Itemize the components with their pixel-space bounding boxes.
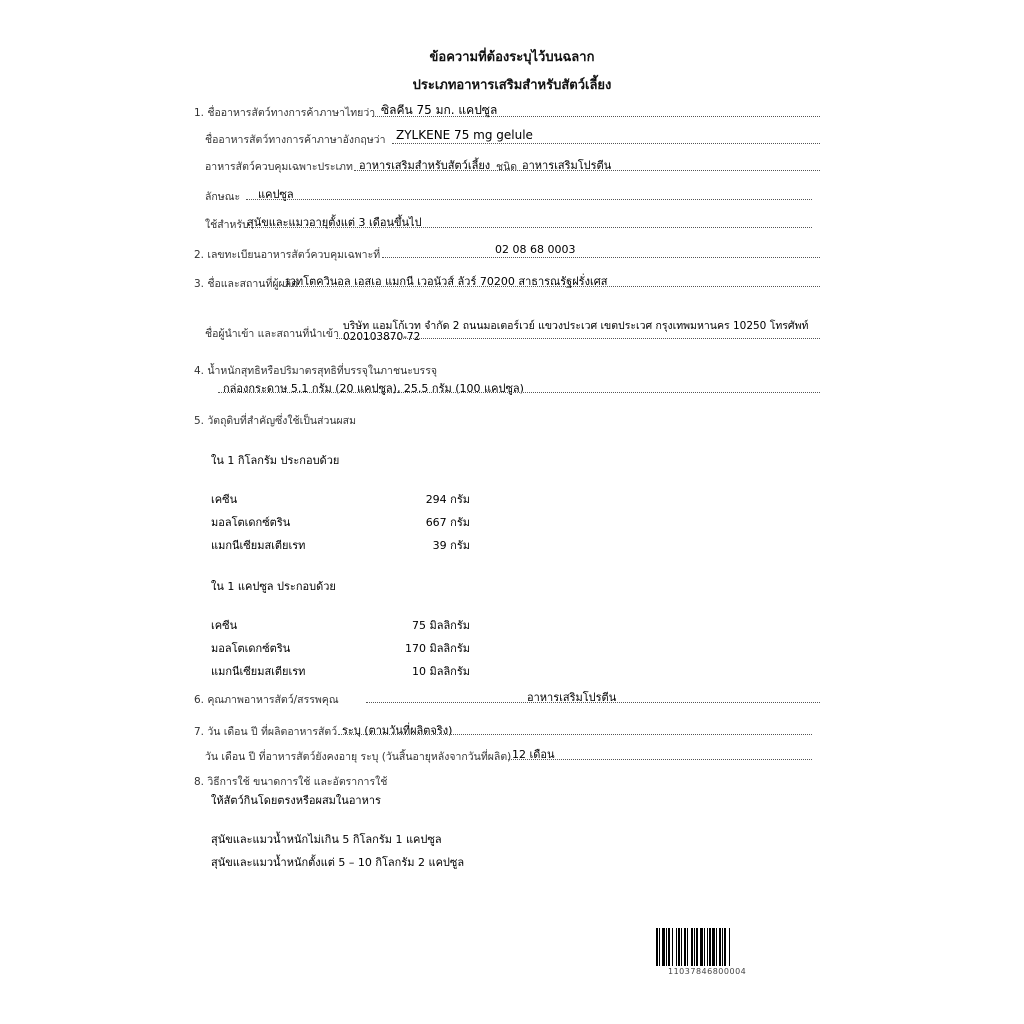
dotted-line [284,286,820,287]
barcode-bar [730,928,732,966]
value-appearance: แคปซูล [258,188,294,201]
dotted-line [382,257,820,258]
ingredient-name: เคซีน [211,619,238,632]
ingredient-name: เคซีน [211,493,238,506]
label-kind: ชนิด [496,161,518,173]
dotted-line [372,116,820,117]
dotted-line [246,199,812,200]
usage-line-3: สุนัขและแมวน้ำหนักตั้งแต่ 5 – 10 กิโลกรัม 2 แคปซูล [211,856,465,869]
value-net-weight: กล่องกระดาษ 5.1 กรัม (20 แคปซูล), 25.5 กรัม (100 แคปซูล) [223,382,524,395]
value-registration: 02 08 68 0003 [495,243,576,256]
usage-line-2: สุนัขและแมวน้ำหนักไม่เกิน 5 กิโลกรัม 1 แคปซูล [211,833,442,846]
value-mfg-date: ระบุ (ตามวันที่ผลิตจริง) [342,724,453,737]
barcode [656,928,780,966]
barcode-number: 11037846800004 [668,967,747,976]
ingredient-amount: 170 มิลลิกรัม [404,642,470,655]
label-appearance: ลักษณะ [205,191,241,203]
dotted-line [336,338,820,339]
ingredient-name: แมกนีเซียมสเตียเรท [211,539,306,552]
value-type: อาหารเสริมสำหรับสัตว์เลี้ยง [359,159,491,172]
document-subtitle: ประเภทอาหารเสริมสำหรับสัตว์เลี้ยง [412,78,612,93]
label-eng-name: ชื่ออาหารสัตว์ทางการค้าภาษาอังกฤษว่า [205,134,386,146]
ingredient-name: มอลโตเดกซ์ตริน [211,642,291,655]
value-kind: อาหารเสริมโปรตีน [522,159,612,172]
ingredient-name: แมกนีเซียมสเตียเรท [211,665,306,678]
value-eng-name: ZYLKENE 75 mg gelule [396,128,533,142]
label-maker: 3. ชื่อและสถานที่ผู้ผลิต [194,278,298,290]
value-importer-line1: บริษัท แอมโก้เวท จำกัด 2 ถนนมอเตอร์เวย์ แขวงประเวศ เขตประเวศ กรุงเทพมหานคร 10250 โทรศัพท์ [343,320,809,332]
value-exp-date: 12 เดือน [512,748,555,761]
label-usage: 8. วิธีการใช้ ขนาดการใช้ และอัตราการใช้ [194,776,388,788]
label-type: อาหารสัตว์ควบคุมเฉพาะประเภท [205,161,353,173]
ingredient-amount: 10 มิลลิกรัม [411,665,470,678]
per-capsule-heading: ใน 1 แคปซูล ประกอบด้วย [211,580,336,593]
ingredient-amount: 667 กรัม [425,516,470,529]
label-mfg-date: 7. วัน เดือน ปี ที่ผลิตอาหารสัตว์ [194,726,338,738]
ingredient-amount: 39 กรัม [432,539,470,552]
value-use-for: สุนัขและแมวอายุตั้งแต่ 3 เดือนขึ้นไป [247,216,422,229]
value-maker: เวทโตควินอล เอสเอ แมกนี เวอนัวส์ ลัวร์ 70200 สาธารณรัฐฝรั่งเศส [286,275,608,288]
document-title: ข้อความที่ต้องระบุไว้บนฉลาก [429,50,595,65]
label-thai-name: 1. ชื่ออาหารสัตว์ทางการค้าภาษาไทยว่า [194,107,376,119]
label-exp-date: วัน เดือน ปี ที่อาหารสัตว์ยังคงอายุ ระบุ (วันสิ้นอายุหลังจากวันที่ผลิต) [205,751,512,763]
ingredient-name: มอลโตเดกซ์ตริน [211,516,291,529]
dotted-line [392,143,820,144]
dotted-line [508,759,812,760]
dotted-line [354,170,820,171]
label-quality: 6. คุณภาพอาหารสัตว์/สรรพคุณ [194,694,339,706]
dotted-line [366,702,820,703]
dotted-line [244,227,812,228]
dotted-line [218,392,820,393]
label-ingredients: 5. วัตถุดิบที่สำคัญซึ่งใช้เป็นส่วนผสม [194,415,357,427]
label-net-weight: 4. น้ำหนักสุทธิหรือปริมาตรสุทธิที่บรรจุในภาชนะบรรจุ [194,365,437,377]
label-importer: ชื่อผู้นำเข้า และสถานที่นำเข้า [205,328,339,340]
usage-line-1: ให้สัตว์กินโดยตรงหรือผสมในอาหาร [211,794,381,807]
value-quality: อาหารเสริมโปรตีน [527,691,617,704]
ingredient-amount: 294 กรัม [425,493,470,506]
value-thai-name: ซิลคีน 75 มก. แคปซูล [381,103,498,117]
dotted-line [338,734,812,735]
label-use-for: ใช้สำหรับ [205,219,249,231]
per-kg-heading: ใน 1 กิโลกรัม ประกอบด้วย [211,454,340,467]
ingredient-amount: 75 มิลลิกรัม [411,619,470,632]
label-registration: 2. เลขทะเบียนอาหารสัตว์ควบคุมเฉพาะที่ [194,249,381,261]
value-importer-line2: 020103870-72 [343,331,421,343]
